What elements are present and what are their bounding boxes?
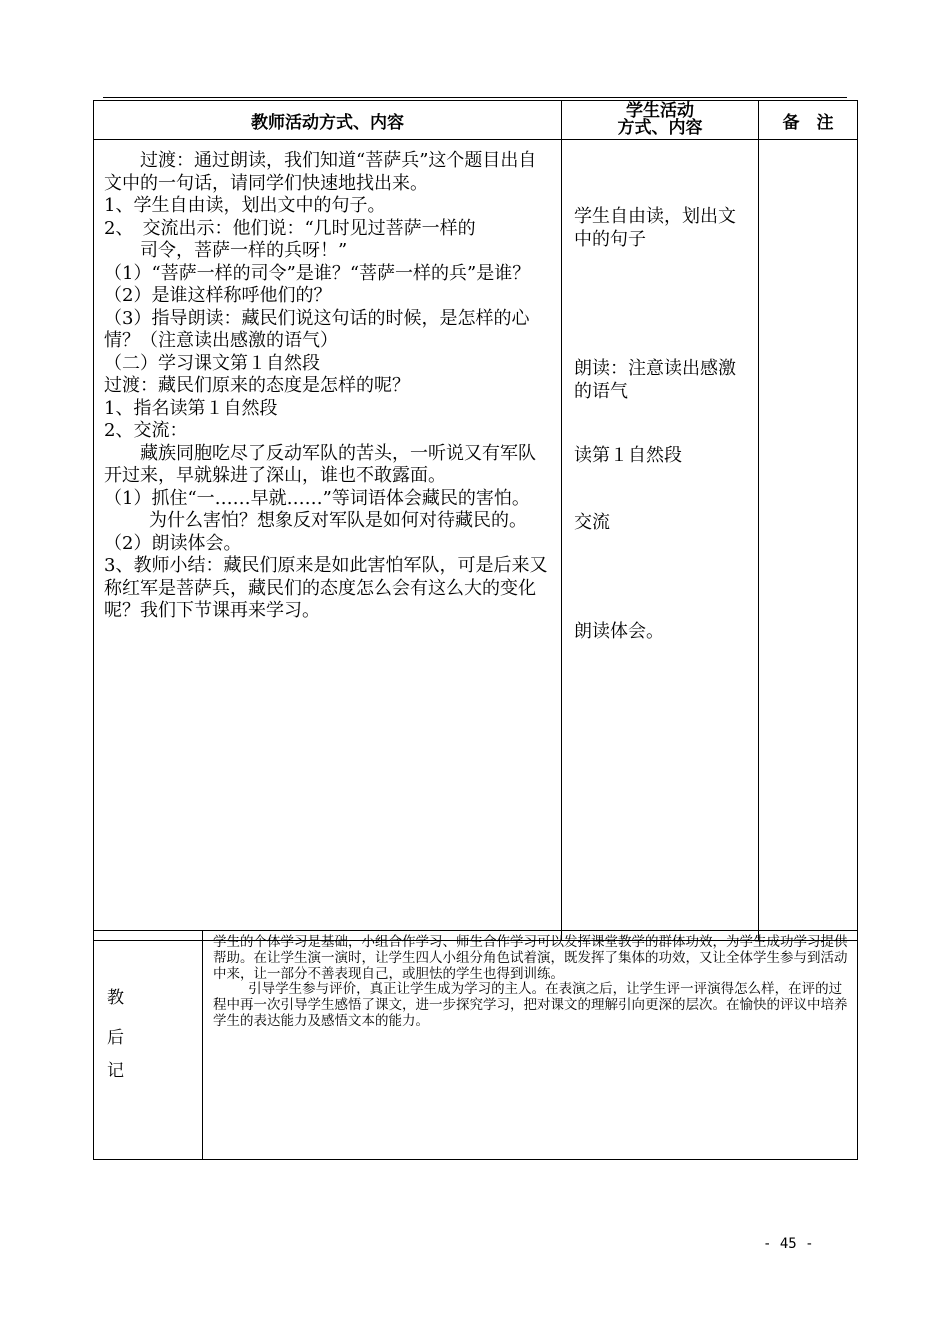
teacher-paragraph: 1、学生自由读，划出文中的句子。: [104, 195, 386, 216]
student-column-header: [562, 101, 759, 140]
reflection-label-char: 教: [107, 988, 124, 1008]
teacher-paragraph: （二）学习课文第１自然段: [104, 352, 320, 374]
teacher-paragraph: 2、 交流出示：他们说：“几时见过菩萨一样的: [104, 217, 476, 239]
top-rule: [103, 97, 847, 98]
teacher-paragraph: （3）指导朗读：藏民们说这句话的时候，是怎样的心情？（注意读出感激的语气）: [104, 307, 530, 351]
reflection-table: [93, 930, 858, 1160]
lesson-plan-table: [93, 100, 858, 941]
student-activity-item: 学生自由读，划出文中的句子: [574, 206, 736, 250]
teacher-paragraph: 1、指名读第１自然段: [104, 397, 278, 419]
reflection-label: [94, 931, 203, 1160]
student-header-line1: 学生活动: [626, 101, 694, 121]
teacher-paragraph: 过渡：藏民们原来的态度是怎样的呢？: [104, 375, 410, 396]
teacher-activity-cell: [94, 140, 562, 941]
student-activity-item: 读第１自然段: [574, 445, 682, 466]
teacher-paragraph: 过渡：通过朗读，我们知道“菩萨兵”这个题目出自文中的一句话，请同学们快速地找出来。: [104, 150, 537, 194]
reflection-text-cell: [203, 931, 858, 1160]
student-activity-item: 朗读体会。: [574, 621, 664, 642]
notes-column-header: 备 注: [759, 101, 858, 140]
reflection-paragraph: 学生的个体学习是基础，小组合作学习、师生合作学习可以发挥课堂教学的群体功效，为学生成功学习提供帮助。在让学生演一演时，让学生四人小组分角色试着演，既发挥了集体的功效，又让全体学生参与到活动中来，让一部分不善表现自己，或胆怯的学生也得到训练。: [213, 934, 848, 982]
teacher-paragraph: 藏族同胞吃尽了反动军队的苦头，一听说又有军队开过来，早就躲进了深山，谁也不敢露面。: [104, 442, 536, 486]
teacher-paragraph: （2）是谁这样称呼他们的？: [104, 285, 332, 306]
reflection-paragraph: 引导学生参与评价，真正让学生成为学习的主人。在表演之后，让学生评一评演得怎么样，在评的过程中再一次引导学生感悟了课文，进一步探究学习，把对课文的理解引向更深的层次。在愉快的评议中培养学生的表达能力及感悟文本的能力。: [213, 981, 848, 1029]
student-header-line2: 方式、内容: [617, 118, 703, 138]
teacher-paragraph: 2、交流：: [104, 420, 188, 441]
teacher-column-header: 教师活动方式、内容: [94, 101, 562, 140]
reflection-label-char: 后: [107, 1028, 124, 1048]
teacher-paragraph: 司令，菩萨一样的兵呀！”: [140, 240, 348, 261]
teacher-paragraph: 为什么害怕？想象反对军队是如何对待藏民的。: [149, 510, 527, 531]
page-number: - 45 -: [763, 1236, 814, 1252]
teacher-paragraph: （2）朗读体会。: [104, 532, 242, 554]
teacher-paragraph: （1）抓住“一……早就……”等词语体会藏民的害怕。: [104, 487, 530, 509]
student-activity-cell: [562, 140, 759, 941]
student-activity-item: 朗读：注意读出感激的语气: [574, 358, 736, 402]
reflection-label-char: 记: [107, 1061, 124, 1081]
notes-cell: [759, 140, 858, 941]
teacher-paragraph: 3、教师小结：藏民们原来是如此害怕军队，可是后来又称红军是菩萨兵，藏民们的态度怎么会有这么大的变化呢？我们下节课再来学习。: [104, 555, 548, 621]
student-activity-item: 交流: [574, 512, 610, 533]
teacher-paragraph: （1）“菩萨一样的司令”是谁？“菩萨一样的兵”是谁？: [104, 262, 531, 284]
